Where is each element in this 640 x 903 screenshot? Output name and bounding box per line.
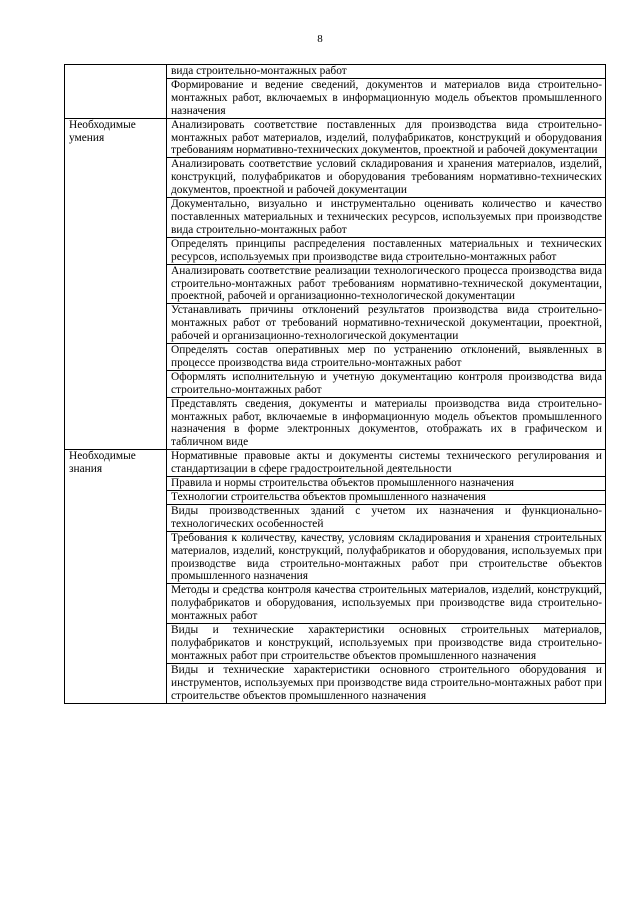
table-cell <box>167 198 606 238</box>
table-cell <box>167 344 606 371</box>
table-cell <box>167 663 606 703</box>
table-cell <box>167 584 606 624</box>
cell-text: вида строительно-монтажных работ <box>171 65 347 77</box>
table-cell <box>167 158 606 198</box>
cell-text: Технологии строительства объектов промышленного назначения <box>171 491 486 503</box>
cell-text: Определять принципы распределения поставленных материальных и технических ресурсов, используемых при производстве вида строительно-монтажных работ <box>171 237 602 263</box>
cell-text: Виды и технические характеристики основных строительных материалов, полуфабрикатов и конструкций, используемых при производстве вида строительно-монтажных работ при строительстве объектов промышленного назначения <box>171 624 602 662</box>
table-cell <box>167 118 606 158</box>
cell-text: Виды и технические характеристики основного строительного оборудования и инструментов, используемых при производстве вида строительно-монтажных работ при строительстве объектов промышленного назначения <box>171 663 602 702</box>
table-cell <box>167 304 606 344</box>
row-label-knowledge: Необходимые знания <box>65 450 167 703</box>
table-row <box>65 65 606 79</box>
table-cell <box>167 78 606 118</box>
table-cell <box>167 531 606 584</box>
row-label-skills: Необходимые умения <box>65 118 167 450</box>
requirements-table <box>64 64 606 704</box>
table-cell <box>167 237 606 264</box>
cell-text: Правила и нормы строительства объектов промышленного назначения <box>171 477 515 490</box>
cell-text: Представлять сведения, документы и материалы производства вида строительно-монтажных работ, включаемые в информационную модель объектов промышленного назначения в форме электронных документов, отображать их в графическом и табличном виде <box>171 397 602 449</box>
table-cell <box>167 65 606 79</box>
cell-text: Устанавливать причины отклонений результатов производства вида строительно-монтажных работ от требований нормативно-технической документации, проектной, рабочей и организационно-технологической документации <box>171 304 602 343</box>
cell-text: Определять состав оперативных мер по устранению отклонений, выявленных в процессе производства вида строительно-монтажных работ <box>171 344 602 369</box>
table-row <box>65 450 606 477</box>
table-cell <box>167 370 606 397</box>
cell-text: Нормативные правовые акты и документы системы технического регулирования и стандартизации в сфере градостроительной деятельности <box>171 450 602 476</box>
cell-text: Анализировать соответствие реализации технологического процесса производства вида строительно-монтажных работ требованиям нормативно-технической документации, проектной, рабочей и организационно-технологической документации <box>171 264 602 303</box>
cell-text: Анализировать соответствие поставленных для производства вида строительно-монтажных работ материалов, изделий, полуфабрикатов, конструкций и оборудования требованиям нормативно-технических документов, проектной и рабочей документации <box>171 118 602 157</box>
cell-text: Виды производственных зданий с учетом их назначения и функционально-технологических особенностей <box>171 504 602 530</box>
cell-text: Формирование и ведение сведений, документов и материалов вида строительно-монтажных работ, включаемых в информационную модель объектов промышленного назначения <box>171 78 602 117</box>
table-cell <box>167 504 606 531</box>
table-cell <box>167 477 606 491</box>
cell-text: Требования к количеству, качеству, условиям складирования и хранения строительных материалов, изделий, конструкций, полуфабрикатов и оборудования, используемых при производстве вида строительно-монтажных работ при строительстве объектов промышленного назначения <box>171 531 602 583</box>
table-cell <box>167 264 606 304</box>
table-cell <box>167 450 606 477</box>
row-label <box>65 65 167 119</box>
cell-text: Документально, визуально и инструментально оценивать количество и качество поставленных материальных и технических ресурсов, используемых при производстве вида строительно-монтажных работ <box>171 198 602 236</box>
page-number: 8 <box>317 33 323 45</box>
table-cell <box>167 491 606 505</box>
cell-text: Анализировать соответствие условий складирования и хранения материалов, изделий, конструкций, полуфабрикатов и оборудования требованиям нормативно-технических документов, проектной и рабочей документации <box>171 158 602 197</box>
cell-text: Оформлять исполнительную и учетную документацию контроля производства вида строительно-монтажных работ <box>171 370 602 396</box>
cell-text: Методы и средства контроля качества строительных материалов, изделий, конструкций, полуфабрикатов и оборудования, используемых при производстве вида строительно-монтажных работ <box>171 584 602 623</box>
table-cell <box>167 624 606 664</box>
table-cell <box>167 397 606 450</box>
table-row <box>65 118 606 158</box>
